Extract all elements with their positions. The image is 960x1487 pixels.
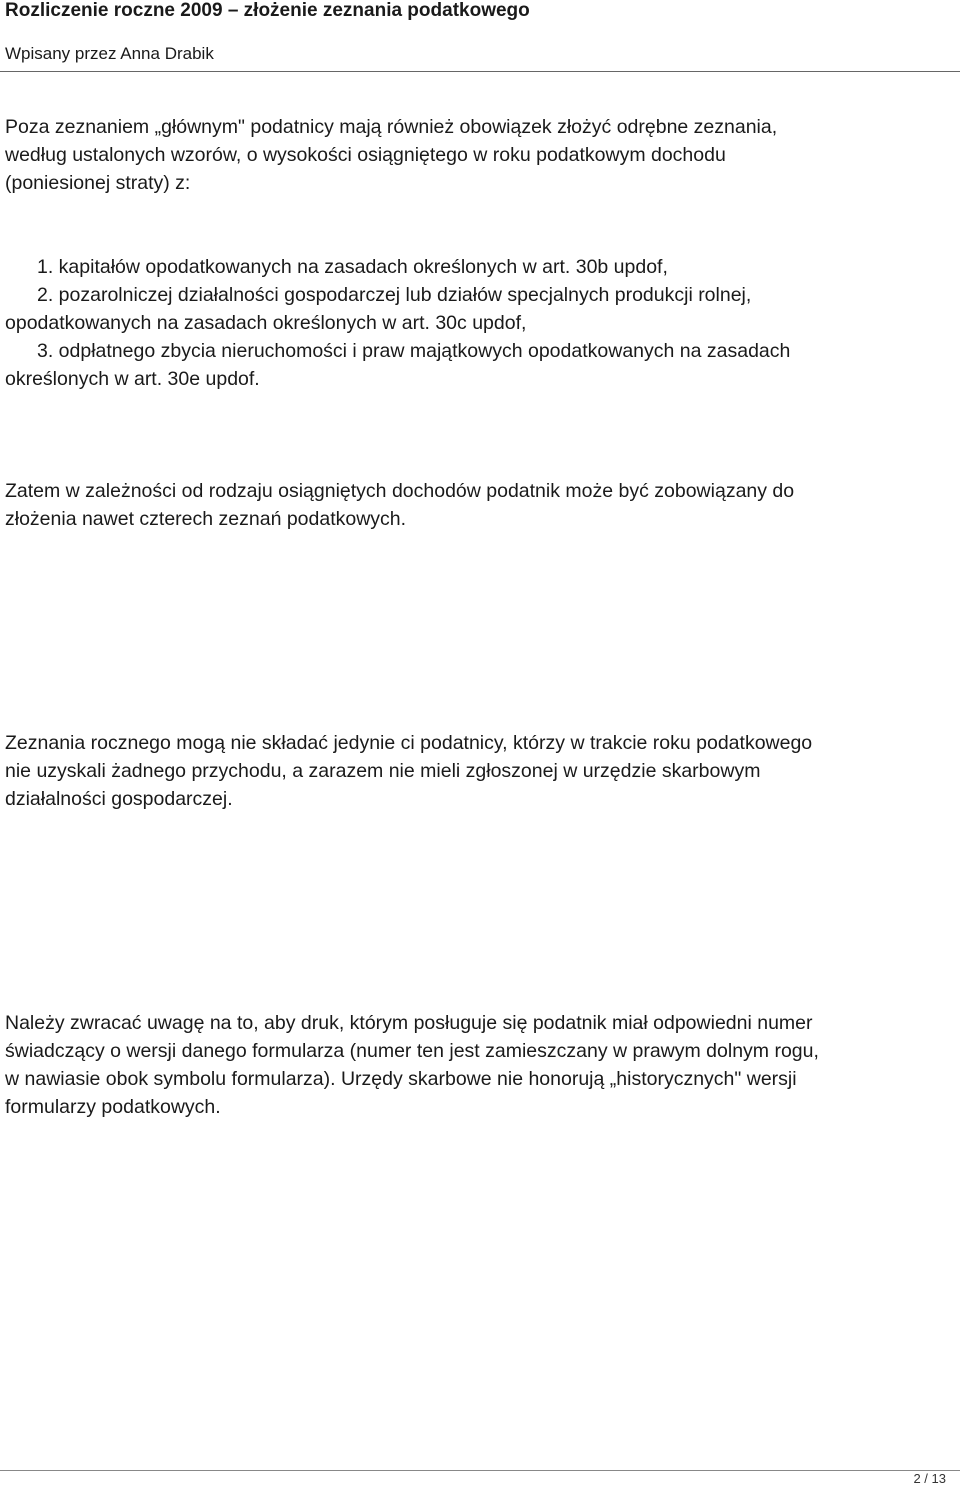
- text-line: formularzy podatkowych.: [5, 1096, 221, 1118]
- paragraph-form-version: [5, 1009, 950, 1121]
- page-number: 2 / 13: [913, 1471, 946, 1486]
- list-item-continuation: opodatkowanych na zasadach określonych w art. 30c updof,: [5, 312, 527, 334]
- text-line: nie uzyskali żadnego przychodu, a zarazem nie mieli zgłoszonej w urzędzie skarbowym: [5, 760, 761, 782]
- intro-paragraph: [5, 113, 950, 197]
- text-line: świadczący o wersji danego formularza (numer ten jest zamieszczany w prawym dolnym rogu,: [5, 1040, 819, 1062]
- author-line: Wpisany przez Anna Drabik: [5, 44, 214, 63]
- text-line: działalności gospodarczej.: [5, 788, 233, 810]
- income-source-list: [5, 253, 950, 393]
- paragraph-declarations-count: [5, 477, 950, 533]
- text-line: według ustalonych wzorów, o wysokości osiągniętego w roku podatkowym dochodu: [5, 144, 726, 166]
- document-header: [0, 0, 960, 72]
- text-line: Zatem w zależności od rodzaju osiągniętych dochodów podatnik może być zobowiązany do: [5, 480, 795, 502]
- text-line: Należy zwracać uwagę na to, aby druk, którym posługuje się podatnik miał odpowiedni numer: [5, 1012, 813, 1034]
- list-item: 2. pozarolniczej działalności gospodarczej lub działów specjalnych produkcji rolnej,: [37, 284, 752, 306]
- text-line: złożenia nawet czterech zeznań podatkowych.: [5, 508, 407, 530]
- footer-divider: [0, 1470, 960, 1471]
- text-line: w nawiasie obok symbolu formularza). Urzędy skarbowe nie honorują „historycznych" wersji: [5, 1068, 797, 1090]
- text-line: (poniesionej straty) z:: [5, 172, 191, 194]
- list-item: 3. odpłatnego zbycia nieruchomości i praw majątkowych opodatkowanych na zasadach: [37, 340, 791, 362]
- list-item: 1. kapitałów opodatkowanych na zasadach określonych w art. 30b updof,: [37, 256, 668, 278]
- text-line: Poza zeznaniem „głównym" podatnicy mają również obowiązek złożyć odrębne zeznania,: [5, 116, 778, 138]
- list-item-continuation: określonych w art. 30e updof.: [5, 368, 260, 390]
- paragraph-exemption: [5, 729, 950, 813]
- document-title: Rozliczenie roczne 2009 – złożenie zeznania podatkowego: [5, 0, 530, 21]
- text-line: Zeznania rocznego mogą nie składać jedynie ci podatnicy, którzy w trakcie roku podatkowego: [5, 732, 813, 754]
